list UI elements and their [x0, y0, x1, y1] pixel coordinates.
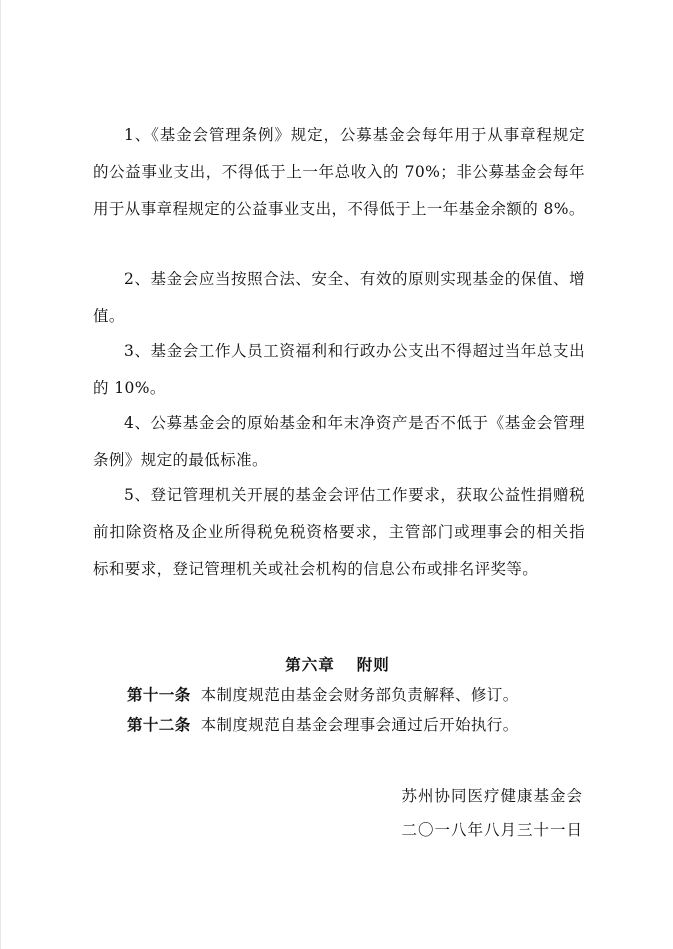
article-text: 本制度规范自基金会理事会通过后开始执行。 — [200, 716, 519, 734]
article-label: 第十二条 — [127, 715, 191, 734]
paragraph-3: 3、基金会工作人员工资福利和行政办公支出不得超过当年总支出的 10%。 — [93, 342, 585, 397]
signature-organization: 苏州协同医疗健康基金会 — [401, 787, 583, 805]
paragraph-5: 5、登记管理机关开展的基金会评估工作要求，获取公益性捐赠税前扣除资格及企业所得税免税资格要求，主管部门或理事会的相关指标和要求，登记管理机关或社会机构的信息公布或排名评奖等。 — [93, 486, 585, 578]
article-12 — [127, 710, 519, 740]
chapter-number: 第六章 — [285, 655, 335, 674]
signature-date: 二〇一八年八月三十一日 — [401, 821, 583, 839]
paragraph-4: 4、公募基金会的原始基金和年末净资产是否不低于《基金会管理条例》规定的最低标准。 — [93, 414, 585, 469]
chapter-heading — [1, 650, 673, 680]
chapter-title: 附则 — [356, 655, 390, 674]
article-label: 第十一条 — [127, 685, 191, 704]
article-11 — [127, 680, 519, 710]
paragraph-1: 1、《基金会管理条例》规定，公募基金会每年用于从事章程规定的公益事业支出，不得低于上一年总收入的 70%；非公募基金会每年用于从事章程规定的公益事业支出，不得低于上一年基金余额的 8%。 — [93, 126, 585, 218]
article-text: 本制度规范由基金会财务部负责解释、修订。 — [200, 686, 519, 704]
paragraph-2: 2、基金会应当按照合法、安全、有效的原则实现基金的保值、增值。 — [93, 270, 585, 325]
